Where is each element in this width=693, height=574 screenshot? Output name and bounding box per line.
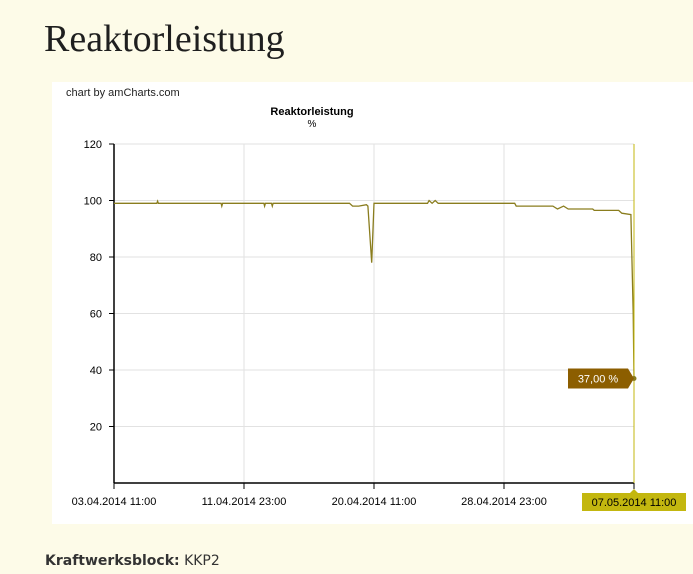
chart-unit: %: [307, 119, 317, 130]
line-chart[interactable]: [52, 82, 693, 524]
value-balloon-label: 37,00 %: [577, 373, 619, 386]
page-title: Reaktorleistung: [44, 18, 285, 60]
x-tick-label: 03.04.2014 11:00: [71, 496, 157, 508]
power-block-label: Kraftwerksblock:: [45, 553, 180, 569]
x-tick-label: 11.04.2014 23:00: [201, 496, 287, 508]
y-tick-label: 120: [83, 139, 102, 151]
power-block-info: [45, 553, 220, 569]
chart-credit-link[interactable]: chart by amCharts.com: [66, 87, 180, 99]
y-tick-label: 40: [89, 365, 102, 377]
x-tick-label: 20.04.2014 11:00: [331, 496, 417, 508]
y-tick-label: 20: [89, 421, 102, 434]
category-balloon-label: 07.05.2014 11:00: [591, 497, 677, 509]
y-tick-label: 80: [89, 252, 102, 264]
y-tick-label: 100: [83, 195, 102, 208]
y-tick-label: 60: [89, 308, 102, 321]
power-block-value: KKP2: [184, 553, 220, 569]
x-tick-label: 28.04.2014 23:00: [461, 496, 547, 508]
chart-title: Reaktorleistung: [270, 106, 354, 118]
chart-card: [52, 82, 693, 524]
